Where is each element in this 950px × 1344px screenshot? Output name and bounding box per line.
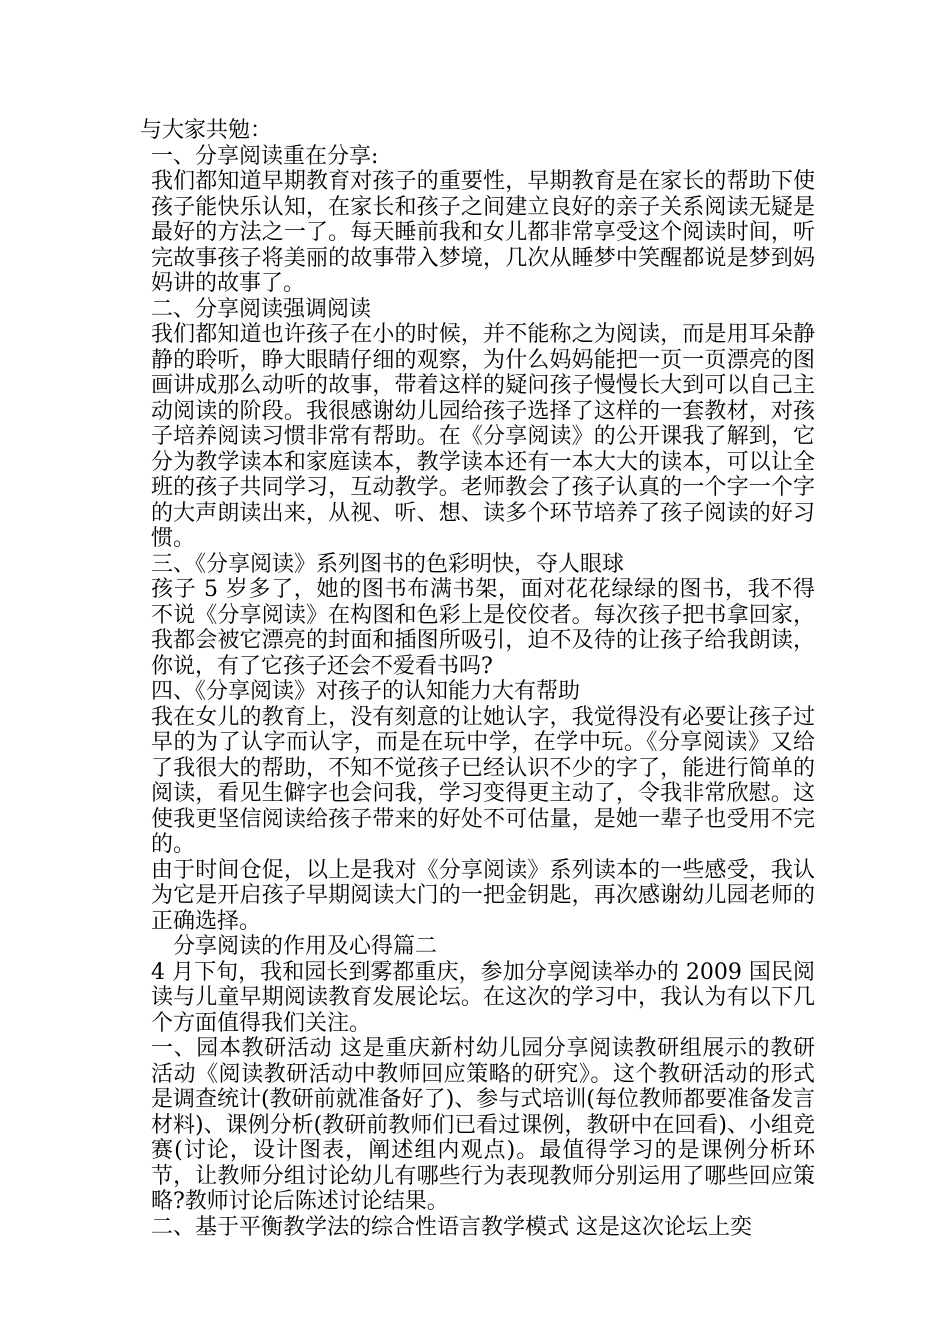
chapter-title: 分享阅读的作用及心得篇二: [173, 934, 438, 959]
paragraph: 由于时间仓促，以上是我对《分享阅读》系列读本的一些感受，我认为它是开启孩子早期阅读大门的一把金钥匙，再次感谢幼儿园老师的正确选择。: [151, 857, 815, 934]
paragraph: 我们都知道也许孩子在小的时候，并不能称之为阅读，而是用耳朵静静的聆听，睁大眼睛仔细的观察，为什么妈妈能把一页一页漂亮的图画讲成那么动听的故事，带着这样的疑问孩子慢慢长大到可以自己主动阅读的阶段。我很感谢幼儿园给孩子选择了这样的一套教材，对孩子培养阅读习惯非常有帮助。在《分享阅读》的公开课我了解到，它分为教学读本和家庭读本，教学读本还有一本大大的读本，可以让全班的孩子共同学习，互动教学。老师教会了孩子认真的一个字一个字的大声朗读出来，从视、听、想、读多个环节培养了孩子阅读的好习惯。: [151, 322, 815, 551]
document-body: [140, 118, 815, 1240]
section-heading: 一、分享阅读重在分享:: [151, 143, 379, 169]
section-heading: 四、《分享阅读》对孩子的认知能力大有帮助: [151, 679, 581, 704]
paragraph: 4 月下旬，我和园长到雾都重庆，参加分享阅读举办的 2009 国民阅读与儿童早期阅读教育发展论坛。在这次的学习中，我认为有以下几个方面值得我们关注。: [151, 959, 815, 1036]
section-heading: 二、分享阅读强调阅读: [151, 296, 372, 322]
paragraph: 我在女儿的教育上，没有刻意的让她认字，我觉得没有必要让孩子过早的为了认字而认字，而是在玩中学，在学中玩。《分享阅读》又给了我很大的帮助，不知不觉孩子已经认识不少的字了，能进行简单的阅读，看见生僻字也会问我，学习变得更主动了，令我非常欣慰。这使我更坚信阅读给孩子带来的好处不可估量，是她一辈子也受用不完的。: [151, 704, 815, 857]
paragraph: 一、园本教研活动 这是重庆新村幼儿园分享阅读教研组展示的教研活动《阅读教研活动中教师回应策略的研究》。这个教研活动的形式是调查统计(教研前就准备好了)、参与式培训(每位教师都要准备发言材料)、课例分析(教研前教师们已看过课例，教研中在回看)、小组竞赛(讨论，设计图表，阐述组内观点)。最值得学习的是课例分析环节，让教师分组讨论幼儿有哪些行为表现教师分别运用了哪些回应策略?教师讨论后陈述讨论结果。: [151, 1036, 815, 1214]
paragraph: 二、基于平衡教学法的综合性语言教学模式 这是这次论坛上奕: [151, 1214, 752, 1240]
section-heading: 三、《分享阅读》系列图书的色彩明快，夺人眼球: [151, 551, 625, 577]
paragraph: 孩子 5 岁多了，她的图书布满书架，面对花花绿绿的图书，我不得不说《分享阅读》在构图和色彩上是佼佼者。每次孩子把书拿回家，我都会被它漂亮的封面和插图所吸引，迫不及待的让孩子给我朗读，你说，有了它孩子还会不爱看书吗?: [151, 577, 815, 679]
paragraph: 我们都知道早期教育对孩子的重要性，早期教育是在家长的帮助下使孩子能快乐认知，在家长和孩子之间建立良好的亲子关系阅读无疑是最好的方法之一了。每天睡前我和女儿都非常享受这个阅读时间，听完故事孩子将美丽的故事带入梦境，几次从睡梦中笑醒都说是梦到妈妈讲的故事了。: [151, 169, 815, 296]
paragraph: 与大家共勉：: [140, 118, 273, 143]
